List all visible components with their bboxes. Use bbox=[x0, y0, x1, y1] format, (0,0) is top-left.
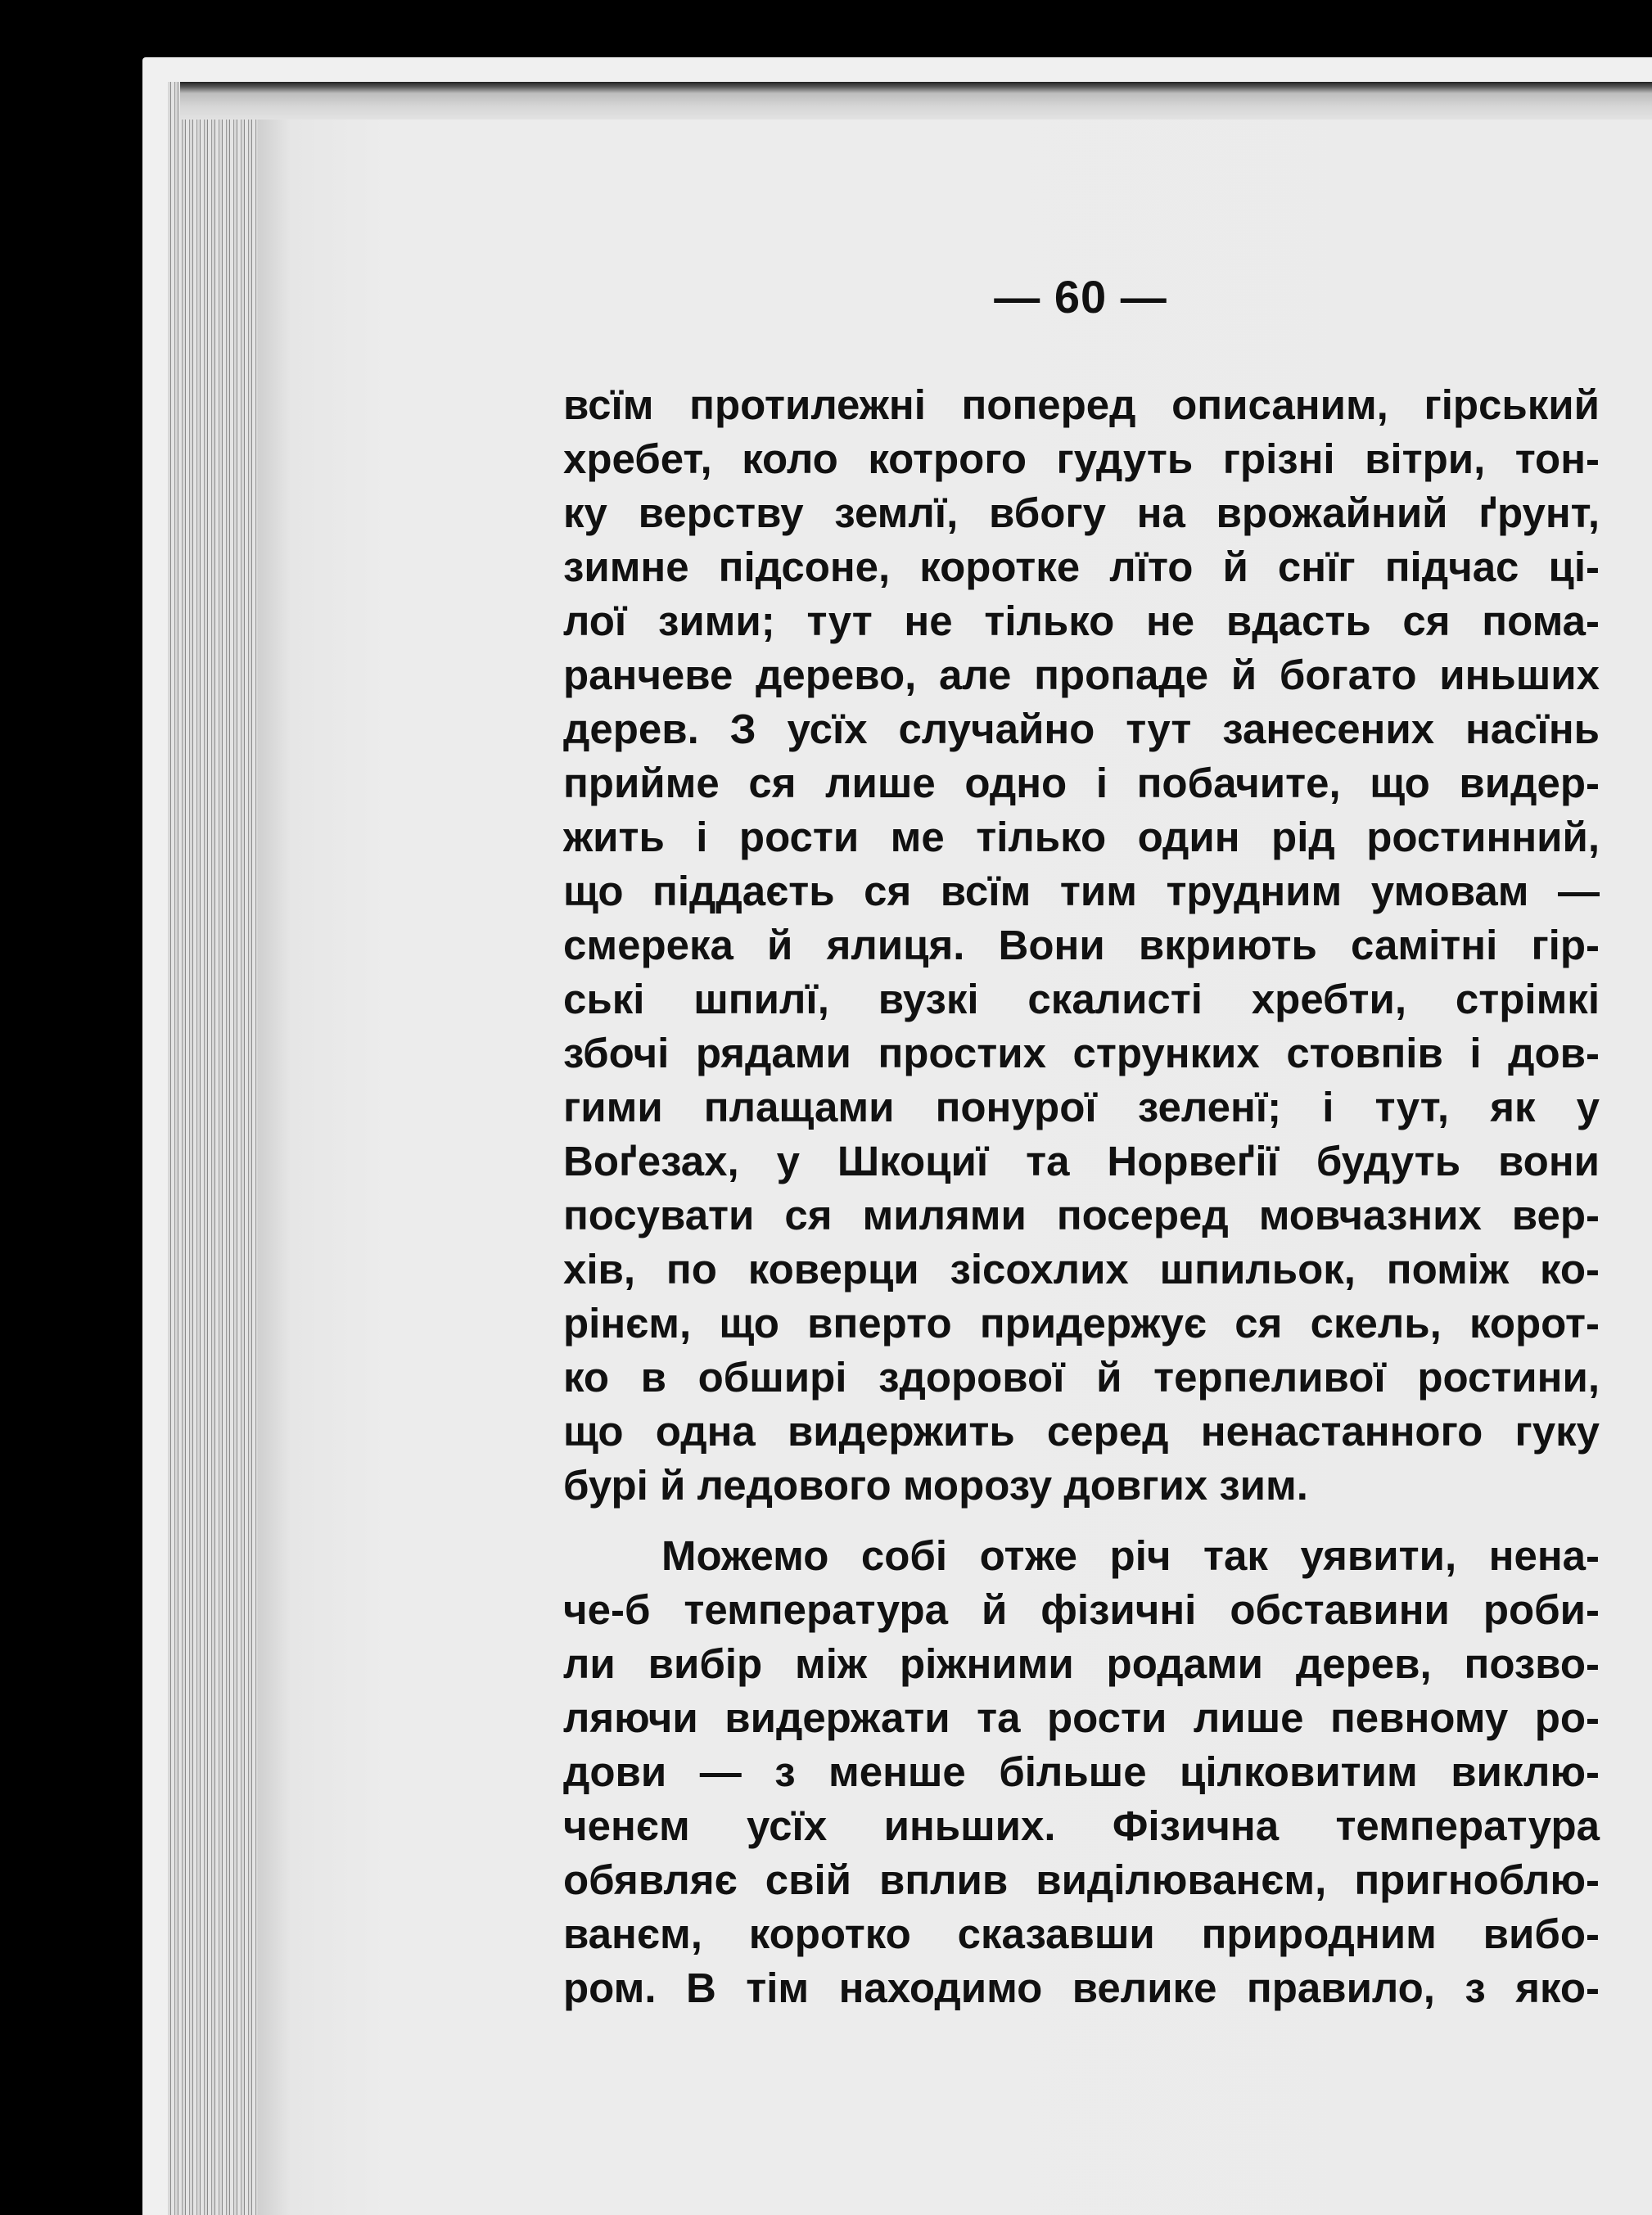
text-line: дови — з менше більше цілковитим виклю- bbox=[563, 1748, 1600, 1795]
text-line: прийме ся лише одно і побачите, що видер- bbox=[563, 760, 1600, 806]
page-number: — 60 — bbox=[994, 271, 1167, 323]
text-line: збочі рядами простих струнких стовпів і дов- bbox=[563, 1030, 1600, 1076]
text-line: рінєм, що вперто придержує ся скель, корот- bbox=[563, 1300, 1600, 1347]
text-line: посувати ся милями посеред мовчазних вер- bbox=[563, 1192, 1600, 1238]
text-line: лої зими; тут не тілько не вдасть ся пома- bbox=[563, 598, 1600, 644]
text-line: хів, по коверци зісохлих шпильок, поміж ко- bbox=[563, 1246, 1600, 1292]
paragraph-first-line: Можемо собі отже річ так уявити, нена- bbox=[661, 1532, 1600, 1579]
text-line: хребет, коло котрого гудуть грізні вітри, тон- bbox=[563, 435, 1600, 482]
text-line: ванєм, коротко сказавши природним вибо- bbox=[563, 1910, 1600, 1957]
text-line: що одна видержить серед ненастанного гуку bbox=[563, 1408, 1600, 1455]
text-line: всїм протилежні поперед описаним, гірський bbox=[563, 381, 1600, 428]
text-line: ку верству землї, вбогу на врожайний ґрунт, bbox=[563, 489, 1600, 536]
page-top-shadow bbox=[180, 82, 1652, 120]
text-line: Воґезах, у Шкоциї та Норвеґії будуть вони bbox=[563, 1138, 1600, 1184]
text-line: що піддаєть ся всїм тим трудним умовам — bbox=[563, 868, 1600, 914]
text-line: ранчеве дерево, але пропаде й богато иньших bbox=[563, 652, 1600, 698]
text-line: зимне підсоне, коротке лїто й снїг підчас ці- bbox=[563, 544, 1600, 590]
text-line: обявляє свій вплив виділюванєм, пригноблю- bbox=[563, 1856, 1600, 1903]
text-line: жить і рости ме тілько один рід ростинний, bbox=[563, 814, 1600, 860]
text-line: бурі й ледового морозу довгих зим. bbox=[563, 1462, 1308, 1509]
text-line: ські шпилї, вузкі скалисті хребти, стрімкі bbox=[563, 976, 1600, 1022]
text-line: гими плащами понурої зеленї; і тут, як у bbox=[563, 1084, 1600, 1130]
text-line: че-б температура й фізичні обставини роби- bbox=[563, 1586, 1600, 1633]
stacked-page-edges bbox=[168, 82, 258, 2215]
text-line: дерев. З усїх случайно тут занесених насїнь bbox=[563, 706, 1600, 752]
text-line: ченєм усїх иньших. Фізична температура bbox=[563, 1802, 1600, 1849]
text-line: ко в обширі здорової й терпеливої ростини, bbox=[563, 1354, 1600, 1401]
text-line: ли вибір між ріжними родами дерев, позво- bbox=[563, 1640, 1600, 1687]
text-line: ром. В тім находимо велике правило, з яко- bbox=[563, 1965, 1600, 2011]
text-line: смерека й ялиця. Вони вкриють самітні гір- bbox=[563, 922, 1600, 968]
text-line: ляючи видержати та рости лише певному ро- bbox=[563, 1694, 1600, 1741]
